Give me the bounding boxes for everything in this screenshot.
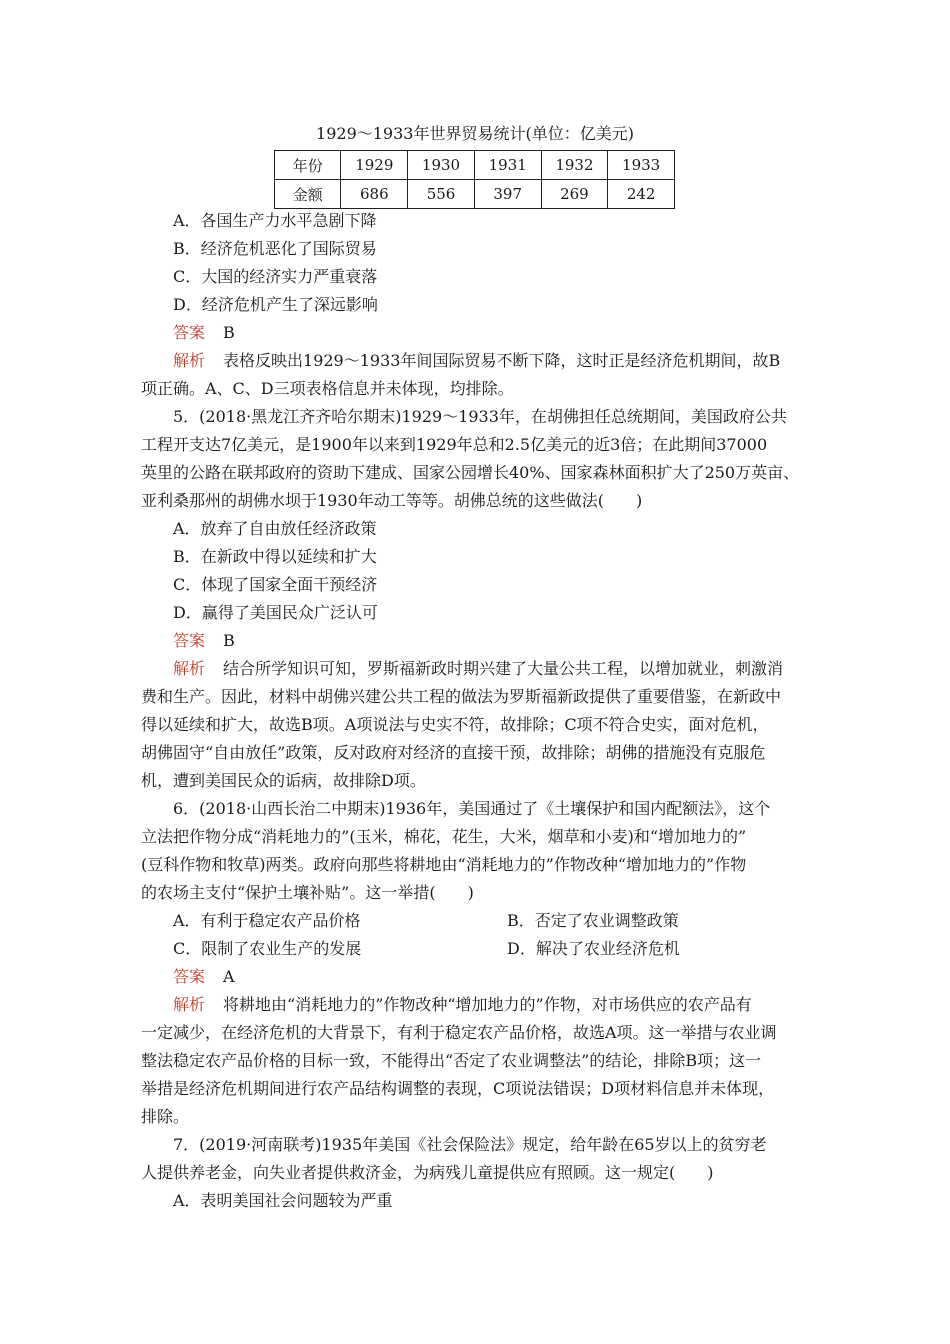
q5-option-c: C．体现了国家全面干预经济 xyxy=(173,575,378,594)
q5-option-d: D．赢得了美国民众广泛认可 xyxy=(173,603,378,622)
analysis-label: 解析 xyxy=(173,659,206,678)
q4-option-b: B．经济危机恶化了国际贸易 xyxy=(173,239,377,258)
q5-option-a: A．放弃了自由放任经济政策 xyxy=(173,519,377,538)
row-header-year: 年份 xyxy=(275,151,341,180)
q6-analysis-line: 排除。 xyxy=(141,1107,190,1126)
q4-analysis-line xyxy=(173,349,780,373)
q5-analysis-line: 机，遭到美国民众的诟病，故排除D项。 xyxy=(141,771,426,790)
q6-stem-line: 立法把作物分成“消耗地力的”(玉米，棉花，花生，大米，烟草和小麦)和“增加地力的” xyxy=(141,827,747,846)
q7-option-a: A．表明美国社会问题较为严重 xyxy=(173,1191,393,1210)
q5-stem-line: 工程开支达7亿美元，是1900年以来到1929年总和2.5亿美元的近3倍；在此期间37000 xyxy=(141,435,768,454)
table-cell: 1930 xyxy=(408,151,475,180)
answer-label: 答案 xyxy=(173,631,206,650)
answer-value: A xyxy=(223,967,235,986)
q6-analysis-line: 一定减少，在经济危机的大背景下，有利于稳定农产品价格，故选A项。这一举措与农业调 xyxy=(141,1023,777,1042)
q6-option-c: C．限制了农业生产的发展 xyxy=(173,939,362,958)
answer-label: 答案 xyxy=(173,967,206,986)
q5-stem-line: 5．(2018·黑龙江齐齐哈尔期末)1929～1933年，在胡佛担任总统期间，美国政府公共 xyxy=(173,407,787,426)
q6-answer xyxy=(173,965,235,989)
q6-stem-line: 的农场主支付“保护土壤补贴”。这一举措( ) xyxy=(141,883,474,902)
table-row xyxy=(275,180,675,209)
q5-analysis-line: 胡佛固守“自由放任”政策，反对政府对经济的直接干预，故排除；胡佛的措施没有克服危 xyxy=(141,743,766,762)
analysis-label: 解析 xyxy=(173,995,206,1014)
table-cell: 1931 xyxy=(474,151,541,180)
table-caption: 1929～1933年世界贸易统计(单位：亿美元) xyxy=(316,124,634,143)
q4-analysis-line: 项正确。A、C、D三项表格信息并未体现，均排除。 xyxy=(141,379,514,398)
table-cell: 1932 xyxy=(541,151,608,180)
q5-stem-line: 英里的公路在联邦政府的资助下建成、国家公园增长40%、国家森林面积扩大了250万英亩、 xyxy=(141,463,800,482)
answer-value: B xyxy=(223,631,235,650)
q5-stem-line: 亚利桑那州的胡佛水坝于1930年动工等等。胡佛总统的这些做法( ) xyxy=(141,491,643,510)
q4-option-c: C．大国的经济实力严重衰落 xyxy=(173,267,378,286)
q6-option-d: D．解决了农业经济危机 xyxy=(507,939,680,958)
table-cell: 397 xyxy=(474,180,541,209)
q6-analysis-line: 举措是经济危机期间进行农产品结构调整的表现，C项说法错误；D项材料信息并未体现， xyxy=(141,1079,775,1098)
q6-stem-line: (豆科作物和牧草)两类。政府向那些将耕地由“消耗地力的”作物改种“增加地力的”作物 xyxy=(141,855,747,874)
analysis-text: 结合所学知识可知，罗斯福新政时期兴建了大量公共工程，以增加就业，刺激消 xyxy=(223,659,784,678)
table-cell: 269 xyxy=(541,180,608,209)
q5-option-b: B．在新政中得以延续和扩大 xyxy=(173,547,377,566)
q5-answer xyxy=(173,629,235,653)
q6-analysis-line xyxy=(173,993,752,1017)
analysis-text: 表格反映出1929～1933年间国际贸易不断下降，这时正是经济危机期间，故B xyxy=(223,351,781,370)
q6-analysis-line: 整法稳定农产品价格的目标一致，不能得出“否定了农业调整法”的结论，排除B项；这一 xyxy=(141,1051,762,1070)
q6-option-b: B．否定了农业调整政策 xyxy=(507,911,679,930)
table-cell: 242 xyxy=(608,180,675,209)
q4-option-a: A．各国生产力水平急剧下降 xyxy=(173,211,377,230)
table-cell: 1929 xyxy=(341,151,408,180)
q4-answer xyxy=(173,321,235,345)
answer-label: 答案 xyxy=(173,323,206,342)
analysis-label: 解析 xyxy=(173,351,206,370)
q4-option-d: D．经济危机产生了深远影响 xyxy=(173,295,378,314)
table-cell: 686 xyxy=(341,180,408,209)
trade-statistics-table xyxy=(274,150,675,209)
q7-stem-line: 7．(2019·河南联考)1935年美国《社会保险法》规定，给年龄在65岁以上的贫穷老 xyxy=(173,1135,767,1154)
table-cell: 556 xyxy=(408,180,475,209)
q6-stem-line: 6．(2018·山西长治二中期末)1936年，美国通过了《土壤保护和国内配额法》，这个 xyxy=(173,799,771,818)
q5-analysis-line: 费和生产。因此，材料中胡佛兴建公共工程的做法为罗斯福新政提供了重要借鉴，在新政中 xyxy=(141,687,782,706)
q5-analysis-line xyxy=(173,657,783,681)
table-row xyxy=(275,151,675,180)
q6-option-a: A．有利于稳定农产品价格 xyxy=(173,911,361,930)
analysis-text: 将耕地由“消耗地力的”作物改种“增加地力的”作物，对市场供应的农产品有 xyxy=(223,995,752,1014)
row-header-amount: 金额 xyxy=(275,180,341,209)
q5-analysis-line: 得以延续和扩大，故选B项。A项说法与史实不符，故排除；C项不符合史实，面对危机， xyxy=(141,715,769,734)
table-cell: 1933 xyxy=(608,151,675,180)
q7-stem-line: 人提供养老金，向失业者提供救济金，为病残儿童提供应有照顾。这一规定( ) xyxy=(141,1163,714,1182)
answer-value: B xyxy=(223,323,235,342)
